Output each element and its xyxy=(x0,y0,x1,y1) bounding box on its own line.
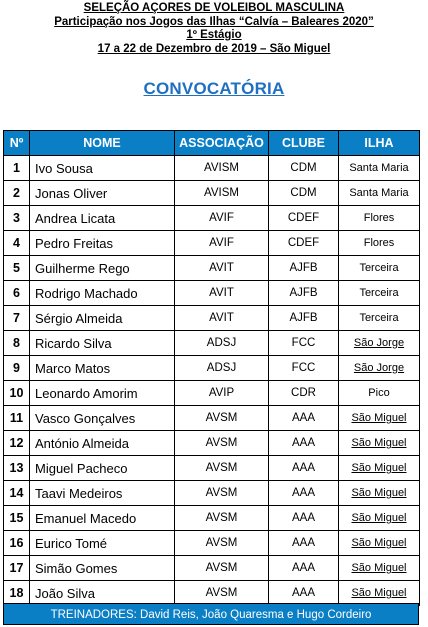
player-island: Terceira xyxy=(339,281,420,306)
player-association: AVISM xyxy=(175,181,269,206)
player-association: AVSM xyxy=(175,556,269,581)
table-row xyxy=(4,181,420,206)
table-row xyxy=(4,556,420,581)
header-line-dates: 17 a 22 de Dezembro de 2019 – São Miguel xyxy=(97,42,331,55)
table-row xyxy=(4,406,420,431)
table-row xyxy=(4,581,420,606)
coaches-footer: TREINADORES: David Reis, João Quaresma e Hugo Cordeiro xyxy=(3,603,419,625)
player-club: FCC xyxy=(269,356,339,381)
player-association: AVSM xyxy=(175,456,269,481)
player-number: 12 xyxy=(4,431,30,456)
player-number: 15 xyxy=(4,506,30,531)
player-island: São Miguel xyxy=(339,556,420,581)
player-association: AVIP xyxy=(175,381,269,406)
player-club: AAA xyxy=(269,581,339,606)
player-island: Pico xyxy=(339,381,420,406)
player-island: São Miguel xyxy=(339,456,420,481)
player-island: São Miguel xyxy=(339,406,420,431)
player-association: AVISM xyxy=(175,156,269,181)
document-header xyxy=(0,0,428,56)
player-number: 7 xyxy=(4,306,30,331)
player-number: 1 xyxy=(4,156,30,181)
player-island: São Miguel xyxy=(339,531,420,556)
player-association: AVIF xyxy=(175,206,269,231)
player-association: ADSJ xyxy=(175,356,269,381)
player-name: Eurico Tomé xyxy=(30,531,175,556)
player-name: Marco Matos xyxy=(30,356,175,381)
column-header-association: ASSOCIAÇÃO xyxy=(175,131,269,156)
player-number: 4 xyxy=(4,231,30,256)
player-island: Santa Maria xyxy=(339,181,420,206)
table-row xyxy=(4,156,420,181)
player-number: 17 xyxy=(4,556,30,581)
player-name: Rodrigo Machado xyxy=(30,281,175,306)
player-name: João Silva xyxy=(30,581,175,606)
player-name: Emanuel Macedo xyxy=(30,506,175,531)
player-club: AJFB xyxy=(269,306,339,331)
player-number: 10 xyxy=(4,381,30,406)
table-row xyxy=(4,431,420,456)
player-club: AAA xyxy=(269,531,339,556)
player-number: 5 xyxy=(4,256,30,281)
player-club: AAA xyxy=(269,556,339,581)
player-name: Sérgio Almeida xyxy=(30,306,175,331)
player-island: São Miguel xyxy=(339,481,420,506)
column-header-number: Nº xyxy=(4,131,30,156)
table-header-row xyxy=(4,131,420,156)
table-row xyxy=(4,506,420,531)
player-number: 14 xyxy=(4,481,30,506)
player-number: 13 xyxy=(4,456,30,481)
player-name: Ricardo Silva xyxy=(30,331,175,356)
header-line-team: SELEÇÃO AÇORES DE VOLEIBOL MASCULINA xyxy=(83,2,345,14)
player-number: 3 xyxy=(4,206,30,231)
player-island: São Miguel xyxy=(339,581,420,606)
table-row xyxy=(4,206,420,231)
player-club: CDEF xyxy=(269,231,339,256)
player-island: São Jorge xyxy=(339,331,420,356)
player-club: AJFB xyxy=(269,256,339,281)
player-club: AAA xyxy=(269,406,339,431)
player-association: AVSM xyxy=(175,431,269,456)
player-name: Miguel Pacheco xyxy=(30,456,175,481)
player-club: CDR xyxy=(269,381,339,406)
player-club: AAA xyxy=(269,431,339,456)
player-association: ADSJ xyxy=(175,331,269,356)
header-line-stage: 1º Estágio xyxy=(186,29,242,41)
player-number: 18 xyxy=(4,581,30,606)
player-number: 16 xyxy=(4,531,30,556)
player-name: Ivo Sousa xyxy=(30,156,175,181)
table-row xyxy=(4,256,420,281)
player-number: 6 xyxy=(4,281,30,306)
player-club: AAA xyxy=(269,456,339,481)
player-association: AVSM xyxy=(175,531,269,556)
player-number: 8 xyxy=(4,331,30,356)
player-club: FCC xyxy=(269,331,339,356)
header-line-event: Participação nos Jogos das Ilhas “Calvía – Baleares 2020” xyxy=(54,15,374,28)
player-island: Terceira xyxy=(339,256,420,281)
player-club: AJFB xyxy=(269,281,339,306)
player-association: AVSM xyxy=(175,581,269,606)
player-island: São Jorge xyxy=(339,356,420,381)
player-association: AVIT xyxy=(175,306,269,331)
player-association: AVIT xyxy=(175,281,269,306)
table-row xyxy=(4,381,420,406)
player-island: Santa Maria xyxy=(339,156,420,181)
table-row xyxy=(4,306,420,331)
player-association: AVIT xyxy=(175,256,269,281)
player-number: 9 xyxy=(4,356,30,381)
player-name: Simão Gomes xyxy=(30,556,175,581)
table-row xyxy=(4,356,420,381)
player-club: CDM xyxy=(269,156,339,181)
player-association: AVIF xyxy=(175,231,269,256)
table-row xyxy=(4,456,420,481)
player-club: CDEF xyxy=(269,206,339,231)
player-name: Andrea Licata xyxy=(30,206,175,231)
player-island: Flores xyxy=(339,231,420,256)
player-island: São Miguel xyxy=(339,506,420,531)
table-row xyxy=(4,231,420,256)
player-island: Terceira xyxy=(339,306,420,331)
column-header-island: ILHA xyxy=(339,131,420,156)
table-row xyxy=(4,331,420,356)
player-name: Vasco Gonçalves xyxy=(30,406,175,431)
player-association: AVSM xyxy=(175,481,269,506)
table-row xyxy=(4,481,420,506)
column-header-name: NOME xyxy=(30,131,175,156)
column-header-club: CLUBE xyxy=(269,131,339,156)
player-number: 2 xyxy=(4,181,30,206)
player-name: Leonardo Amorim xyxy=(30,381,175,406)
player-name: António Almeida xyxy=(30,431,175,456)
page-title: CONVOCATÓRIA xyxy=(143,79,285,98)
player-number: 11 xyxy=(4,406,30,431)
player-island: São Miguel xyxy=(339,431,420,456)
player-association: AVSM xyxy=(175,406,269,431)
player-club: AAA xyxy=(269,481,339,506)
player-name: Taavi Medeiros xyxy=(30,481,175,506)
player-name: Pedro Freitas xyxy=(30,231,175,256)
roster-table xyxy=(3,130,420,606)
player-name: Guilherme Rego xyxy=(30,256,175,281)
player-club: AAA xyxy=(269,506,339,531)
table-row xyxy=(4,531,420,556)
player-association: AVSM xyxy=(175,506,269,531)
player-name: Jonas Oliver xyxy=(30,181,175,206)
table-row xyxy=(4,281,420,306)
player-club: CDM xyxy=(269,181,339,206)
roster-body xyxy=(4,156,420,606)
player-island: Flores xyxy=(339,206,420,231)
